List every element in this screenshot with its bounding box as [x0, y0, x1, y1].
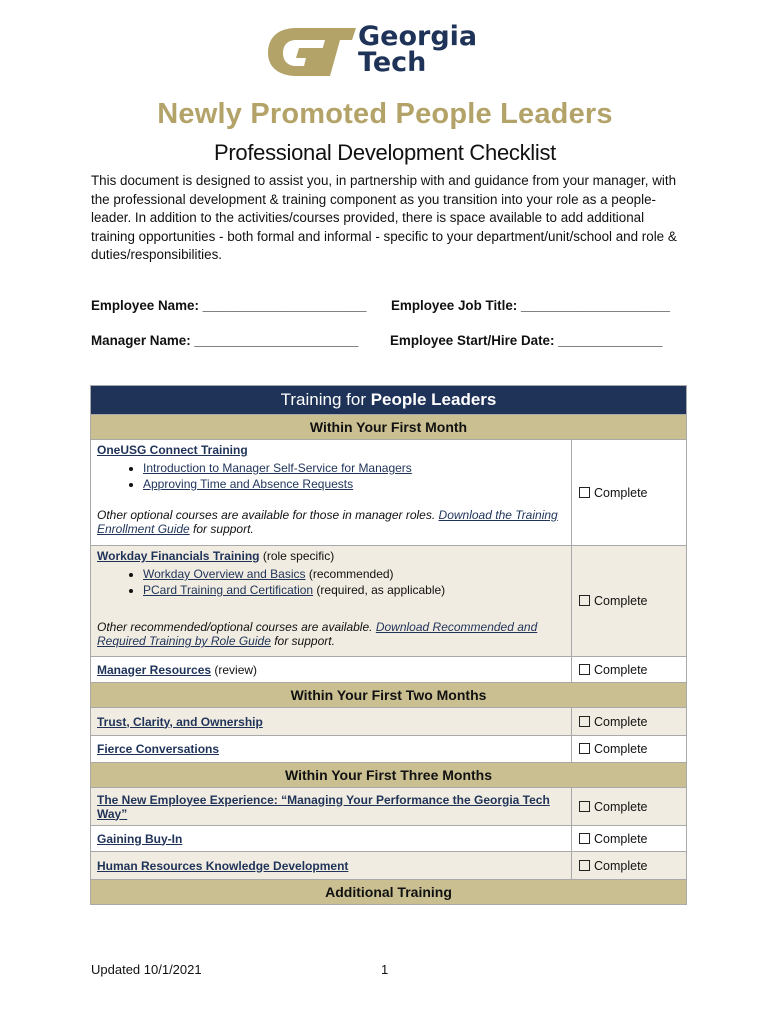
job-title-field[interactable]: Employee Job Title: ____________________ — [391, 298, 670, 313]
note-text: for support. — [189, 522, 254, 536]
complete-checkbox[interactable] — [572, 440, 687, 546]
header-bold: People Leaders — [370, 390, 497, 409]
complete-checkbox[interactable] — [572, 788, 687, 826]
logo-wordmark — [358, 21, 478, 78]
page-title: Newly Promoted People Leaders — [157, 98, 613, 130]
workday-cell — [91, 546, 572, 657]
section-two-months: Within Your First Two Months — [91, 683, 687, 708]
complete-checkbox[interactable] — [572, 708, 687, 736]
note-text: Other recommended/optional courses are available. — [97, 620, 376, 634]
onusg-item-link[interactable]: Introduction to Manager Self-Service for Managers — [143, 461, 412, 475]
complete-label: Complete — [594, 662, 648, 677]
complete-checkbox[interactable] — [572, 657, 687, 683]
enrollment-guide-link[interactable]: Download the Training Enrollment Guide — [97, 508, 558, 536]
onusg-item-link[interactable]: Approving Time and Absence Requests — [143, 477, 354, 491]
manager-resources-link[interactable]: Manager Resources — [97, 662, 212, 677]
complete-label: Complete — [594, 858, 648, 873]
item-suffix: (recommended) — [305, 567, 394, 581]
section-three-months: Within Your First Three Months — [91, 763, 687, 788]
start-date-field[interactable]: Employee Start/Hire Date: ______________ — [390, 333, 663, 348]
workday-overview-link[interactable]: Workday Overview and Basics — [143, 567, 306, 581]
workday-suffix: (role specific) — [259, 549, 335, 563]
logo-line-1: Georgia — [358, 21, 478, 52]
note-text: Other optional courses are available for those in manager roles. — [97, 508, 439, 522]
checkbox-icon — [579, 801, 590, 812]
training-checklist-table — [90, 385, 687, 905]
checkbox-icon — [579, 487, 590, 498]
manager-name-field[interactable]: Manager Name: ______________________ — [91, 333, 359, 348]
fierce-link[interactable]: Fierce Conversations — [97, 742, 220, 756]
hr-knowledge-link[interactable]: Human Resources Knowledge Development — [97, 858, 349, 873]
role-guide-link[interactable]: Download Recommended and Required Training by Role Guide — [97, 620, 538, 648]
complete-checkbox[interactable] — [572, 546, 687, 657]
review-suffix: (review) — [211, 662, 258, 677]
new-employee-cell — [91, 788, 572, 826]
page-number: 1 — [381, 962, 389, 977]
pcard-training-link[interactable]: PCard Training and Certification — [143, 583, 314, 597]
workday-link[interactable]: Workday Financials Training — [97, 549, 260, 563]
workday-note — [97, 620, 565, 648]
manager-resources-cell — [91, 657, 572, 683]
checkbox-icon — [579, 664, 590, 675]
trust-link[interactable]: Trust, Clarity, and Ownership — [97, 714, 263, 729]
complete-label: Complete — [594, 831, 648, 846]
checkbox-icon — [579, 716, 590, 727]
new-employee-link[interactable]: The New Employee Experience: “Managing Your Performance the Georgia Tech Way” — [97, 792, 550, 821]
complete-checkbox[interactable] — [572, 736, 687, 763]
logo-line-2: Tech — [358, 47, 427, 78]
checkbox-icon — [579, 743, 590, 754]
complete-label: Complete — [594, 742, 648, 756]
complete-checkbox[interactable] — [572, 826, 687, 852]
header-prefix: Training for — [280, 390, 371, 409]
trust-cell — [91, 708, 572, 736]
complete-checkbox[interactable] — [572, 852, 687, 880]
item-suffix: (required, as applicable) — [313, 583, 446, 597]
onusg-link[interactable]: OneUSG Connect Training — [97, 443, 248, 457]
complete-label: Complete — [594, 714, 648, 729]
complete-label: Complete — [594, 594, 648, 608]
checkbox-icon — [579, 860, 590, 871]
table-header — [91, 386, 687, 415]
checkbox-icon — [579, 833, 590, 844]
footer-updated: Updated 10/1/2021 — [91, 962, 202, 977]
note-text: for support. — [270, 634, 335, 648]
buyin-cell — [91, 826, 572, 852]
complete-label: Complete — [594, 485, 648, 500]
fierce-cell — [91, 736, 572, 763]
intro-paragraph: This document is designed to assist you, in partnership with and guidance from your manager, with the professional development & training component as you transition into your role as a people-leader. In addition to the activities/courses provided, there is space available to add additional training opportunities - both formal and informal - specific to your department/unit/school and role & duties/responsibilities. — [91, 173, 677, 262]
onusg-cell — [91, 440, 572, 546]
checkbox-icon — [579, 595, 590, 606]
onusg-note — [97, 508, 565, 536]
section-first-month: Within Your First Month — [91, 415, 687, 440]
hr-knowledge-cell — [91, 852, 572, 880]
page-subtitle: Professional Development Checklist — [214, 140, 556, 165]
buyin-link[interactable]: Gaining Buy-In — [97, 831, 183, 846]
employee-name-field[interactable]: Employee Name: ______________________ — [91, 298, 367, 313]
complete-label: Complete — [594, 799, 648, 814]
section-additional-training: Additional Training — [91, 880, 687, 905]
